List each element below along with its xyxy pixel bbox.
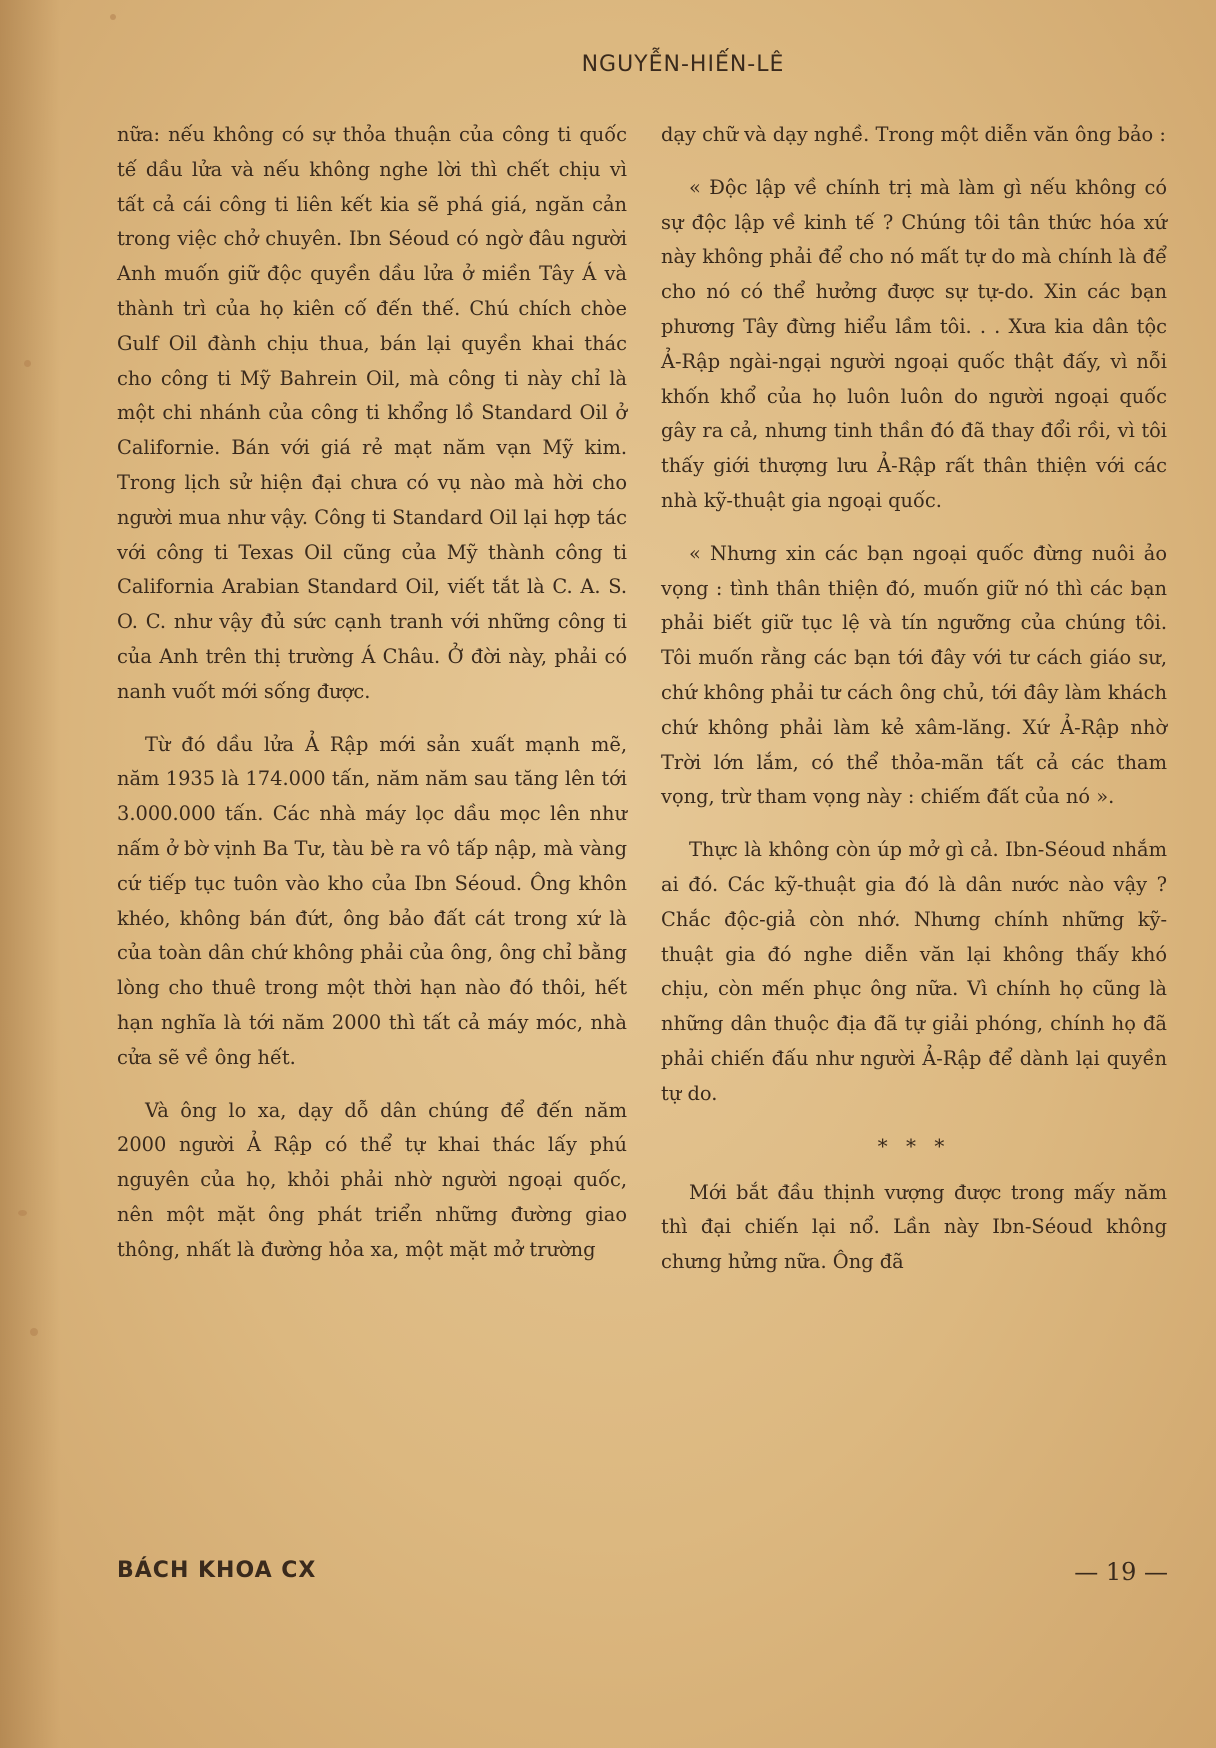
paragraph: Từ đó dầu lửa Ả Rập mới sản xuất mạnh mẽ, năm 1935 là 174.000 tấn, năm năm sau tăng lên tới 3.000.000 tấn. Các nhà máy lọc dầu mọc lên như nấm ở bờ vịnh Ba Tư, tàu bè ra vô tấp nập, mà vàng cứ tiếp tục tuôn vào kho của Ibn Séoud. Ông khôn khéo, không bán đứt, ông bảo đất cát trong xứ là của toàn dân chứ không phải của ông, ông chỉ bằng lòng cho thuê trong một thời hạn nào đó thôi, hết hạn nghĩa là tới năm 2000 thì tất cả máy móc, nhà cửa sẽ về ông hết. <box>117 732 627 1069</box>
paragraph: Thực là không còn úp mở gì cả. Ibn-Séoud nhắm ai đó. Các kỹ-thuật gia đó là dân nước nào vậy ? Chắc độc-giả còn nhớ. Nhưng chính những kỹ-thuật gia đó nghe diễn văn lại không thấy khó chịu, còn mến phục ông nữa. Vì chính họ cũng là những dân thuộc địa đã tự giải phóng, chính họ đã phải chiến đấu như người Ả-Rập để dành lại quyền tự do. <box>661 838 1167 1105</box>
paragraph: Mới bắt đầu thịnh vượng được trong mấy năm thì đại chiến lại nổ. Lần này Ibn-Séoud không chưng hửng nữa. Ông đã <box>661 1180 1167 1274</box>
running-head: NGUYỄN-HIẾN-LÊ <box>581 52 785 77</box>
paragraph: nữa: nếu không có sự thỏa thuận của công ti quốc tế dầu lửa và nếu không nghe lời thì chết chịu vì tất cả cái công ti liên kết kia sẽ phá giá, ngăn cản trong việc chở chuyên. Ibn Séoud có ngờ đâu người Anh muốn giữ độc quyền dầu lửa ở miền Tây Á và thành trì của họ kiên cố đến thế. Chú chích chòe Gulf Oil đành chịu thua, bán lại quyền khai thác cho công ti Mỹ Bahrein Oil, mà công ti này chỉ là một chi nhánh của công ti khổng lồ Standard Oil ở Californie. Bán với giá rẻ mạt năm vạn Mỹ kim. Trong lịch sử hiện đại chưa có vụ nào mà hời cho người mua như vậy. Công ti Standard Oil lại hợp tác với công ti Texas Oil cũng của Mỹ thành công ti California Arabian Standard Oil, viết tắt là C. A. S. O. C. như vậy đủ sức cạnh tranh với những công ti của Anh trên thị trường Á Châu. Ở đời này, phải có nanh vuốt mới sống được. <box>117 123 627 703</box>
paper-speck <box>18 1210 27 1216</box>
paper-speck <box>110 14 116 20</box>
section-separator: * * * <box>877 1133 951 1158</box>
page-number: — 19 — <box>1074 1558 1168 1586</box>
paragraph: Và ông lo xa, dạy dỗ dân chúng để đến năm 2000 người Ả Rập có thể tự khai thác lấy phú nguyên của họ, khỏi phải nhờ người ngoại quốc, nên một mặt ông phát triển những đường giao thông, nhất là đường hỏa xa, một mặt mở trường <box>117 1098 627 1261</box>
right-column <box>661 118 1167 1280</box>
paper-speck <box>24 360 31 367</box>
magazine-name: BÁCH KHOA CX <box>117 1558 317 1583</box>
paragraph: dạy chữ và dạy nghề. Trong một diễn văn ông bảo : <box>661 123 1166 146</box>
page-edge-shadow <box>0 0 60 1748</box>
quote-paragraph: « Nhưng xin các bạn ngoại quốc đừng nuôi ảo vọng : tình thân thiện đó, muốn giữ nó thì các bạn phải biết giữ tục lệ và tín ngưỡng của chúng tôi. Tôi muốn rằng các bạn tới đây với tư cách giáo sư, chứ không phải tư cách ông chủ, tới đây làm khách chứ không phải làm kẻ xâm-lăng. Xứ Ả-Rập nhờ Trời lớn lắm, có thể thỏa-mãn tất cả các tham vọng, trừ tham vọng này : chiếm đất của nó ». <box>661 541 1167 809</box>
left-column <box>117 118 627 1268</box>
paper-speck <box>30 1328 38 1336</box>
quote-paragraph: « Độc lập về chính trị mà làm gì nếu không có sự độc lập về kinh tế ? Chúng tôi tân thức hóa xứ này không phải để cho nó mất tự do mà chính là để cho nó có thể hưởng được sự tự-do. Xin các bạn phương Tây đừng hiểu lầm tôi. . . Xưa kia dân tộc Ả-Rập ngài-ngại người ngoại quốc thật đấy, vì nỗi khốn khổ của họ luôn luôn do người ngoại quốc gây ra cả, nhưng tinh thần đó đã thay đổi rồi, vì tôi thấy giới thượng lưu Ả-Rập rất thân thiện với các nhà kỹ-thuật gia ngoại quốc. <box>661 175 1167 512</box>
